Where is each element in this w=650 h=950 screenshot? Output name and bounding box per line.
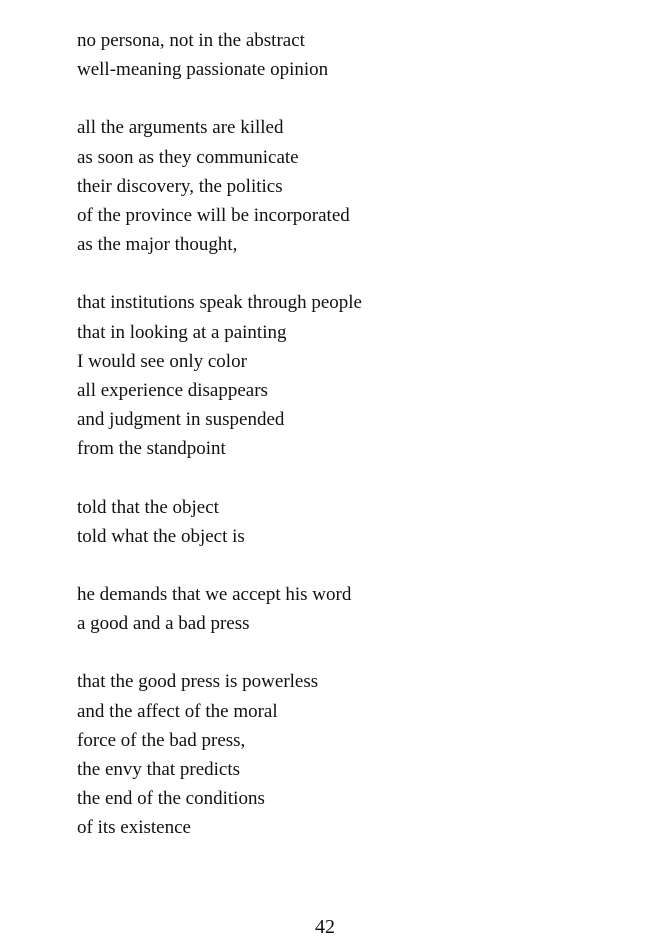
stanza [77,26,597,84]
stanza [77,580,597,638]
page-number: 42 [315,916,335,938]
poem-line: the end of the conditions [77,788,265,810]
poem-line: their discovery, the politics [77,175,283,197]
poem-line: told what the object is [77,525,245,547]
poem-line: all experience disappears [77,380,268,402]
poem-line: and judgment in suspended [77,409,285,431]
poem-line: and the affect of the moral [77,700,278,722]
poem-line: told that the object [77,496,219,518]
poem-line: force of the bad press, [77,729,246,751]
stanza [77,113,597,259]
poem-line: I would see only color [77,350,247,372]
stanza [77,493,597,551]
poem-line: that in looking at a painting [77,321,287,343]
poem-line: no persona, not in the abstract [77,30,305,51]
poem-line: well-meaning passionate opinion [77,59,329,81]
poem-line: he demands that we accept his word [77,584,352,606]
stanza [77,667,597,842]
poem-line: as the major thought, [77,234,238,256]
poem-line: as soon as they communicate [77,146,299,168]
poem-line: all the arguments are killed [77,117,284,139]
poem-line: of its existence [77,817,191,839]
poem-line: from the standpoint [77,438,226,460]
poem-line: the envy that predicts [77,759,241,781]
poem-line: a good and a bad press [77,613,250,635]
poem-line: that institutions speak through people [77,292,362,314]
poem-body [77,26,597,872]
stanza [77,288,597,463]
poem-line: that the good press is powerless [77,671,319,693]
poem-line: of the province will be incorporated [77,205,350,227]
